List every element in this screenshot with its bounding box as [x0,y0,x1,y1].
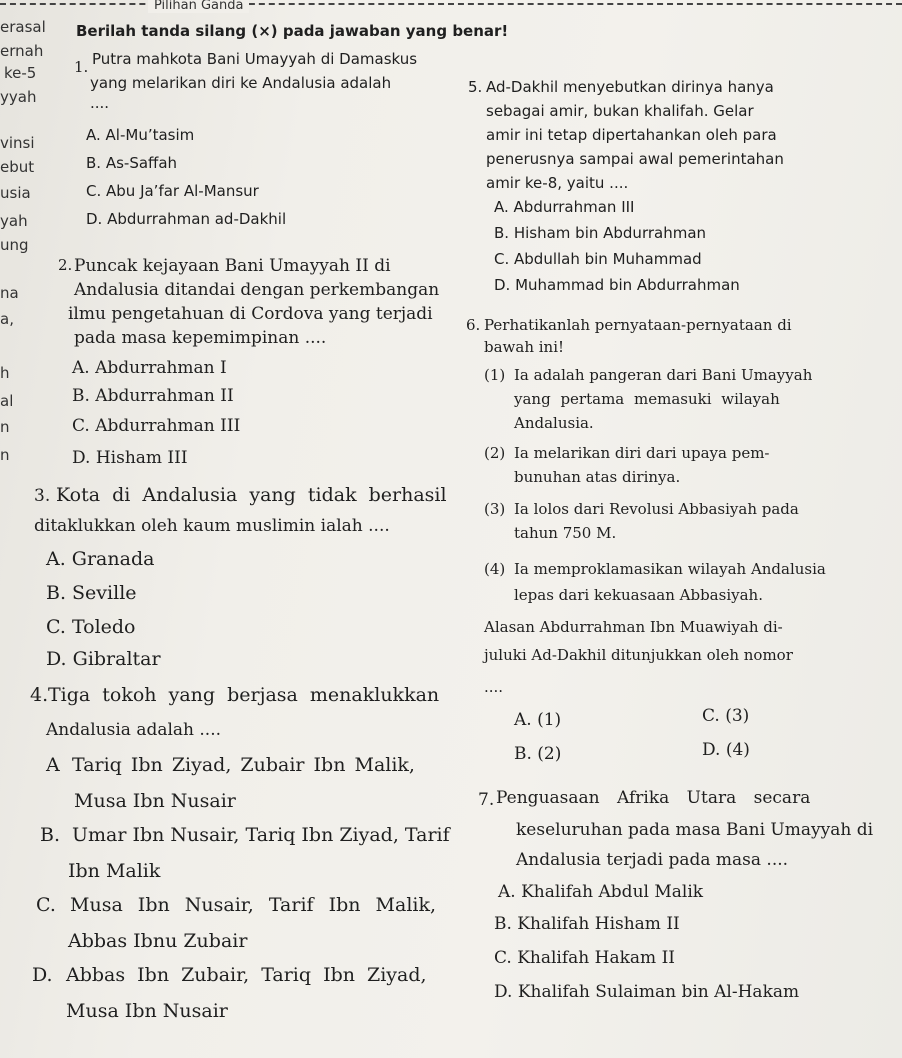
question-text: Penguasaan Afrika Utara secara [496,788,811,808]
question-text: Andalusia terjadi pada masa .... [516,850,789,870]
option-text[interactable]: Abbas Ibnu Zubair [68,930,248,952]
statement-text: tahun 750 M. [514,524,617,542]
statement-text: bunuhan atas dirinya. [514,468,681,486]
question-text: amir ini tetap dipertahankan oleh para [486,126,777,144]
question-text: keseluruhan pada masa Bani Umayyah di [516,820,874,840]
question-text: sebagai amir, bukan khalifah. Gelar [486,102,754,120]
option[interactable]: C. Abdurrahman III [72,416,241,436]
option[interactable]: D. (4) [702,740,750,760]
option[interactable]: A. Khalifah Abdul Malik [498,882,704,902]
question-text: Andalusia adalah .... [46,720,222,740]
option[interactable]: D. Khalifah Sulaiman bin Al-Hakam [494,982,800,1002]
left-edge-text: yyah [0,88,37,106]
question-text: ilmu pengetahuan di Cordova yang terjadi [68,304,433,324]
option-text[interactable]: Ibn Malik [68,860,161,882]
left-edge-text: na [0,284,19,302]
question-text-line [74,256,450,276]
option[interactable]: B. Khalifah Hisham II [494,914,680,934]
option[interactable]: A. Granada [46,548,155,570]
question-text: Ad-Dakhil menyebutkan dirinya hanya [486,78,774,96]
question-number: 5. [468,78,483,96]
option-text[interactable]: Musa Ibn Nusair [74,790,236,812]
option[interactable]: D. Muhammad bin Abdurrahman [494,276,740,294]
option[interactable]: C. Abdullah bin Muhammad [494,250,702,268]
left-edge-text: vinsi [0,134,35,152]
statement-text: Ia memproklamasikan wilayah Andalusia [514,560,826,578]
question-text: juluki Ad-Dakhil ditunjukkan oleh nomor [484,646,793,664]
left-edge-text: usia [0,184,31,202]
header-dashed-rule [0,3,902,5]
statement-number: (4) [484,560,506,578]
left-edge-text: ernah [0,42,44,60]
left-edge-text: n [0,418,10,436]
statement-text: Andalusia. [514,414,594,432]
option[interactable]: D. Gibraltar [46,648,161,670]
left-edge-text: ebut [0,158,35,176]
question-text: pada masa kepemimpinan .... [74,328,327,348]
statement-number: (3) [484,500,506,518]
question-text: Kota di Andalusia yang tidak berhasil [56,484,447,506]
option[interactable]: A. Abdurrahman I [72,358,227,378]
question-text: .... [90,94,110,112]
statement-text: Ia lolos dari Revolusi Abbasiyah pada [514,500,799,518]
section-label: Pilihan Ganda [148,0,249,13]
option-text[interactable]: Umar Ibn Nusair, Tariq Ibn Ziyad, Tarif [72,824,450,846]
statement-text: Ia adalah pangeran dari Bani Umayyah [514,366,813,384]
option[interactable]: B. (2) [514,744,562,764]
option[interactable]: C. (3) [702,706,750,726]
instruction: Berilah tanda silang (×) pada jawaban yang benar! [76,22,509,40]
left-edge-text: yah [0,212,28,230]
option-letter[interactable]: C. [36,894,56,916]
statement-number: (2) [484,444,506,462]
question-number: 1. [74,58,89,76]
option[interactable]: A. Abdurrahman III [494,198,635,216]
option-letter[interactable]: A [46,754,60,776]
question-text: amir ke-8, yaitu .... [486,174,629,192]
option[interactable]: C. Abu Ja’far Al-Mansur [86,182,259,200]
option[interactable]: D. Hisham III [72,448,188,468]
option[interactable]: B. Seville [46,582,137,604]
question-number: 3. [34,486,51,506]
left-edge-text: ke-5 [4,64,37,82]
question-text: yang melarikan diri ke Andalusia adalah [90,74,392,92]
left-edge-text: h [0,364,10,382]
left-edge-text: al [0,392,14,410]
option[interactable]: B. Abdurrahman II [72,386,234,406]
option[interactable]: C. Toledo [46,616,136,638]
statement-number: (1) [484,366,506,384]
question-text: Andalusia ditandai dengan perkembangan [74,280,440,300]
option-text[interactable]: Musa Ibn Nusair [66,1000,228,1022]
option[interactable]: B. As-Saffah [86,154,178,172]
question-text: Perhatikanlah pernyataan-pernyataan di [484,316,792,334]
statement-text: Ia melarikan diri dari upaya pem- [514,444,770,462]
question-text: Puncak kejayaan Bani Umayyah II di [74,256,391,276]
option[interactable]: A. Al-Mu’tasim [86,126,195,144]
option-text[interactable]: Tariq Ibn Ziyad, Zubair Ibn Malik, [72,754,415,776]
option-letter[interactable]: B. [40,824,61,846]
question-text: penerusnya sampai awal pemerintahan [486,150,784,168]
question-text: bawah ini! [484,338,565,356]
question-number: 4. [30,684,49,706]
question-number: 2. [58,256,73,274]
option[interactable]: D. Abdurrahman ad-Dakhil [86,210,287,228]
option-text[interactable]: Musa Ibn Nusair, Tarif Ibn Malik, [70,894,437,916]
question-text: Tiga tokoh yang berjasa menaklukkan [48,684,440,706]
option[interactable]: A. (1) [514,710,562,730]
question-text: .... [484,678,504,696]
statement-text: lepas dari kekuasaan Abbasiyah. [514,586,763,604]
left-edge-text: erasal [0,18,46,36]
question-number: 6. [466,316,481,334]
option[interactable]: C. Khalifah Hakam II [494,948,675,968]
option[interactable]: B. Hisham bin Abdurrahman [494,224,707,242]
question-number: 7. [478,790,495,810]
question-text: ditaklukkan oleh kaum muslimin ialah .... [34,516,390,536]
statement-text: yang pertama memasuki wilayah [514,390,780,408]
question-text: Putra mahkota Bani Umayyah di Damaskus [92,50,418,68]
left-edge-text: a, [0,310,14,328]
question-text: Alasan Abdurrahman Ibn Muawiyah di- [484,618,783,636]
left-edge-text: n [0,446,10,464]
option-text[interactable]: Abbas Ibn Zubair, Tariq Ibn Ziyad, [66,964,427,986]
left-edge-text: ung [0,236,29,254]
option-letter[interactable]: D. [32,964,53,986]
